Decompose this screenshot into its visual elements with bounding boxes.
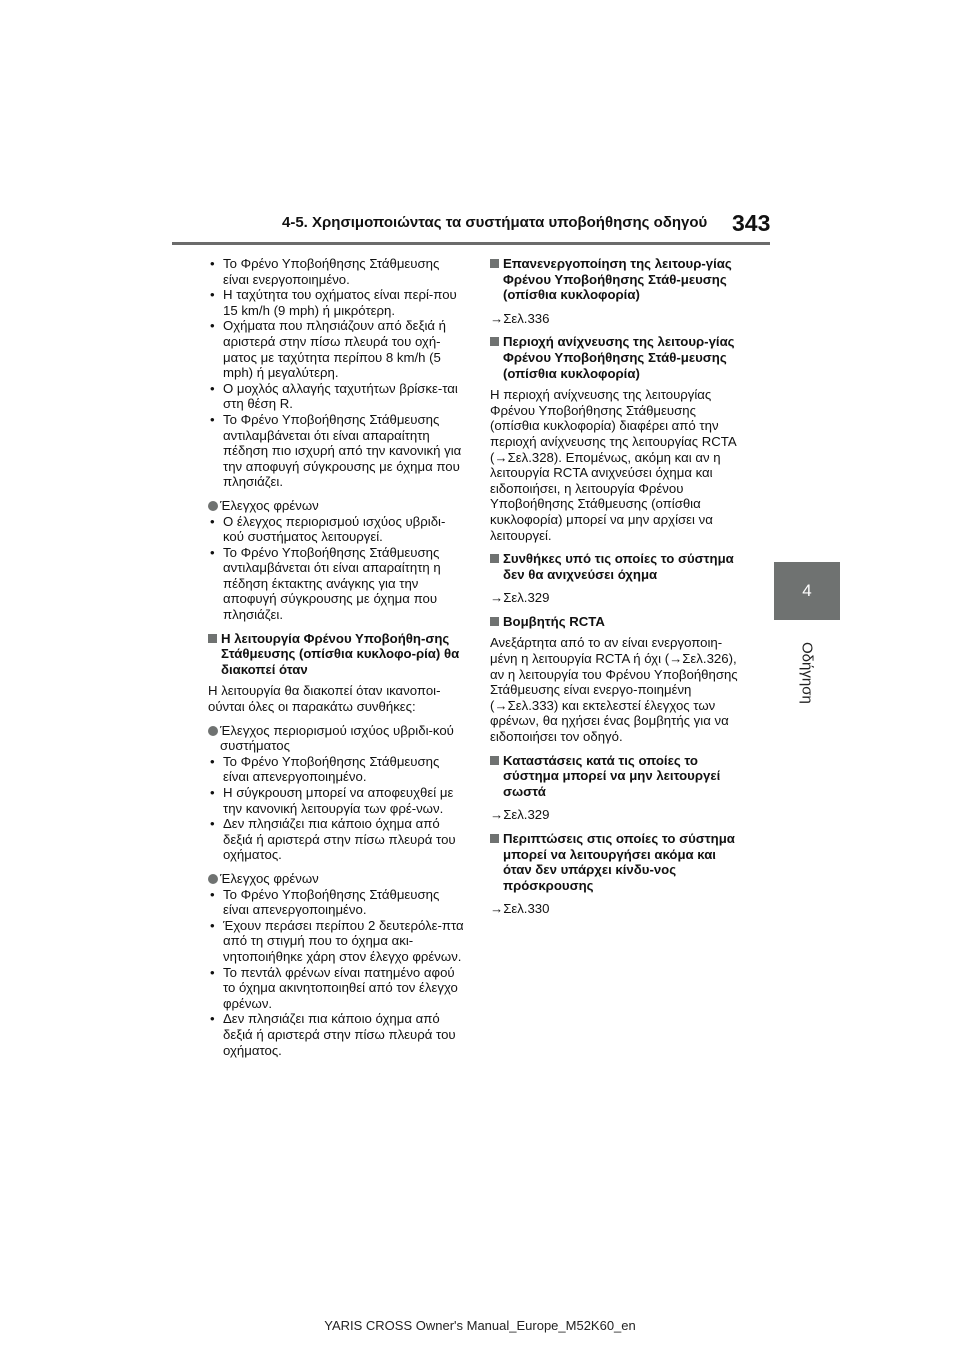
circle-bullet-icon xyxy=(208,501,218,511)
right-column xyxy=(490,256,748,917)
list-item: • Έχουν περάσει περίπου 2 δευτερόλε-πτα από τη στιγμή που το όχημα ακι-νητοποιήθηκε χάρη στον έλεγχο φρένων. xyxy=(210,917,464,964)
circle-bullet-icon xyxy=(208,726,218,736)
list-item: • Δεν πλησιάζει πια κάποιο όχημα από δεξιά ή αριστερά στην πίσω πλευρά του οχήματος. xyxy=(210,816,456,863)
page-reference-link[interactable]: →Σελ.336 xyxy=(490,310,550,326)
list-item: • Η σύγκρουση μπορεί να αποφευχθεί με την κανονική λειτουργία των φρέ-νων. xyxy=(210,785,454,816)
square-bullet-icon xyxy=(490,259,499,268)
section-heading: Καταστάσεις κατά τις οποίες το σύστημα μπορεί να μην λειτουργεί σωστά xyxy=(490,753,748,800)
list-item: • Το Φρένο Υποβοήθησης Στάθμευσης αντιλαμβάνεται ότι είναι απαραίτητη πέδηση πιο ισχυρή από την κανονική για την αποφυγή σύγκρουσης με όχημα που πλησιάζει. xyxy=(210,411,462,490)
subheading: Έλεγχος φρένων xyxy=(208,498,466,514)
page-reference-link[interactable]: →Σελ.330 xyxy=(490,901,550,917)
left-column xyxy=(208,256,466,1058)
section-heading: Επανενεργοποίηση της λειτουρ-γίας Φρένου Υποβοήθησης Στάθ-μευσης (οπίσθια κυκλοφορία) xyxy=(490,256,748,303)
section-heading: Βομβητής RCTA xyxy=(490,614,748,630)
chapter-label: Οδήγηση xyxy=(798,642,816,704)
list-item: • Ο μοχλός αλλαγής ταχυτήτων βρίσκε-ται στη θέση R. xyxy=(210,380,458,412)
square-bullet-icon xyxy=(490,756,499,765)
list-item: • Δεν πλησιάζει πια κάποιο όχημα από δεξιά ή αριστερά στην πίσω πλευρά του οχήματος. xyxy=(210,1011,456,1058)
square-bullet-icon xyxy=(490,617,499,626)
square-bullet-icon xyxy=(208,634,217,643)
section-heading: Συνθήκες υπό τις οποίες το σύστημα δεν θα ανιχνεύσει όχημα xyxy=(490,551,748,582)
chapter-tab[interactable] xyxy=(774,562,840,620)
list-item: • Η ταχύτητα του οχήματος είναι περί-που 15 km/h (9 mph) ή μικρότερη. xyxy=(210,287,457,318)
list-item: • Ο έλεγχος περιορισμού ισχύος υβριδι-κού συστήματος λειτουργεί. xyxy=(210,513,446,545)
square-bullet-icon xyxy=(490,834,499,843)
section-heading: Η λειτουργία Φρένου Υποβοήθη-σης Στάθμευσης (οπίσθια κυκλοφο-ρία) θα διακοπεί όταν xyxy=(208,631,466,678)
footer: YARIS CROSS Owner's Manual_Europe_M52K60_en xyxy=(324,1318,636,1333)
subheading: Έλεγχος φρένων xyxy=(208,871,466,887)
list-item: • Το Φρένο Υποβοήθησης Στάθμευσης είναι ενεργοποιημένο. xyxy=(210,256,440,287)
list-item: • Το Φρένο Υποβοήθησης Στάθμευσης αντιλαμβάνεται ότι είναι απαραίτητη η πέδηση έκτακτης ανάγκης για την αποφυγή σύγκρουσης με όχημα που πλησιάζει. xyxy=(210,544,441,623)
page-reference-link[interactable]: →Σελ.329 xyxy=(490,807,550,823)
section-header-title: 4-5. Χρησιμοποιώντας τα συστήματα υποβοήθησης οδηγού xyxy=(282,214,708,231)
list-item: • Οχήματα που πλησιάζουν από δεξιά ή αριστερά στην πίσω πλευρά του οχή-ματος με ταχύτητα περίπου 8 km/h (5 mph) ή μεγαλύτερη. xyxy=(210,318,447,381)
square-bullet-icon xyxy=(490,554,499,563)
circle-bullet-icon xyxy=(208,874,218,884)
paragraph: Η περιοχή ανίχνευσης της λειτουργίας Φρένου Υποβοήθησης Στάθμευσης (οπίσθια κυκλοφορία) διαφέρει από την περιοχή ανίχνευσης της λειτουργίας RCTA (→Σελ.328). Επομένως, ακόμη και αν η λειτουργία RCTA ανιχνεύσει όχημα και ειδοποιήσει, η λειτουργία Φρένου Υποβοήθησης Στάθμευσης (οπίσθια κυκλοφορία) μπορεί να μην αρχίσει να λειτουργεί. xyxy=(490,387,736,543)
chapter-number: 4 xyxy=(802,581,812,600)
paragraph: Η λειτουργία θα διακοπεί όταν ικανοποι-ούνται όλες οι παρακάτω συνθήκες: xyxy=(208,683,441,715)
section-heading: Περιπτώσεις στις οποίες το σύστημα μπορεί να λειτουργήσει ακόμα και όταν δεν υπάρχει κίνδυ-νος πρόσκρουσης xyxy=(490,831,748,893)
page-number: 343 xyxy=(732,210,771,236)
list-item: • Το πεντάλ φρένων είναι πατημένο αφού το όχημα ακινητοποιηθεί από τον έλεγχο φρένων. xyxy=(210,964,458,1011)
paragraph: Ανεξάρτητα από το αν είναι ενεργοποιη-μένη η λειτουργία RCTA ή όχι (→Σελ.326), αν η λειτουργία του Φρένου Υποβοήθησης Στάθμευσης είναι ενεργο-ποιημένη (→Σελ.333) και εκτελεστεί έλεγχος των φρένων, θα ηχήσει ένας βομβητής για να ειδοποιήσει τον οδηγό. xyxy=(490,635,738,745)
header-rule xyxy=(172,242,770,245)
list-item: • Το Φρένο Υποβοήθησης Στάθμευσης είναι απενεργοποιημένο. xyxy=(210,886,440,918)
page-reference-link[interactable]: →Σελ.329 xyxy=(490,590,550,606)
square-bullet-icon xyxy=(490,337,499,346)
subheading: Έλεγχος περιορισμού ισχύος υβριδι-κού συστήματος xyxy=(208,723,466,754)
section-heading: Περιοχή ανίχνευσης της λειτουρ-γίας Φρένου Υποβοήθησης Στάθ-μευσης (οπίσθια κυκλοφορία) xyxy=(490,334,748,381)
list-item: • Το Φρένο Υποβοήθησης Στάθμευσης είναι απενεργοποιημένο. xyxy=(210,753,440,785)
